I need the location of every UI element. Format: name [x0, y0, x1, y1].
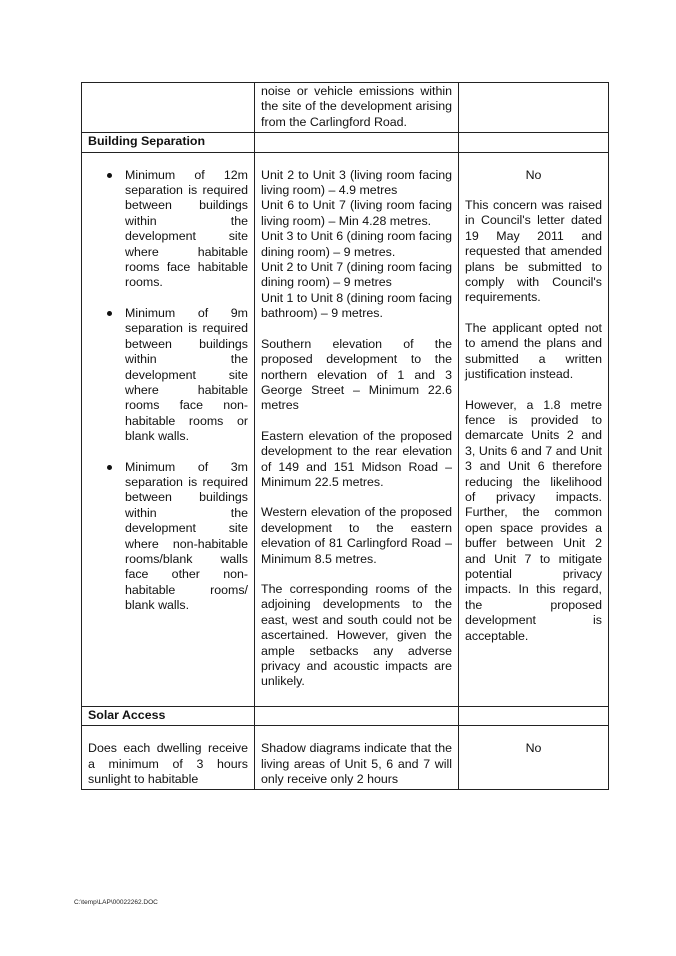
table-cell	[459, 133, 609, 152]
proposal-text: Shadow diagrams indicate that the living areas of Unit 5, 6 and 7 will only receive only 2 hours	[261, 741, 452, 787]
requirement-cell	[82, 152, 255, 706]
table-cell	[255, 83, 459, 133]
proposal-text: Western elevation of the proposed development to the eastern elevation of 81 Carlingford Road – Minimum 8.5 metres.	[261, 505, 452, 566]
compliance-status: No	[525, 741, 542, 756]
table-cell	[255, 706, 459, 725]
compliance-cell	[459, 152, 609, 706]
table-row	[82, 152, 609, 706]
table-cell	[82, 83, 255, 133]
proposal-text: Southern elevation of the proposed development to the northern elevation of 1 and 3 George Street – Minimum 22.6 metres	[261, 336, 452, 413]
comment-text: This concern was raised in Council's letter dated 19 May 2011 and requested that amended plans be submitted to comply with Council's requirements.	[465, 198, 602, 305]
list-item: Minimum of 12m separation is required between buildings within the development site where habitable rooms face habitable rooms.	[125, 167, 248, 290]
proposal-text: The corresponding rooms of the adjoining developments to the east, west and south could not be ascertained. However, given the ample setbacks any adverse privacy and acoustic impacts are unlikely.	[261, 581, 452, 689]
compliance-cell	[459, 726, 609, 790]
table-cell	[459, 706, 609, 725]
file-path-footer: C:\temp\LAP\00022262.DOC	[74, 899, 158, 906]
table-cell	[459, 83, 609, 133]
section-heading-building-separation: Building Separation	[82, 133, 255, 152]
proposal-text: Unit 3 to Unit 6 (dining room facing dining room) – 9 metres.	[261, 229, 452, 259]
planning-compliance-table	[81, 82, 609, 790]
proposal-text: Unit 6 to Unit 7 (living room facing living room) – Min 4.28 metres.	[261, 198, 452, 228]
section-heading-row	[82, 133, 609, 152]
list-item: Minimum of 3m separation is required between buildings within the development site where non-habitable rooms/blank walls face other non-habitable rooms/ blank walls.	[125, 459, 248, 613]
requirement-cell	[82, 726, 255, 790]
proposal-text: Eastern elevation of the proposed development to the rear elevation of 149 and 151 Midson Road – Minimum 22.5 metres.	[261, 428, 452, 489]
list-item: Minimum of 9m separation is required between buildings within the development site where habitable rooms face non-habitable rooms or blank walls.	[125, 305, 248, 444]
table-row	[82, 83, 609, 133]
comment-text: The applicant opted not to amend the plans and submitted a written justification instead.	[465, 320, 602, 382]
proposal-text: Unit 1 to Unit 8 (dining room facing bathroom) – 9 metres.	[261, 290, 452, 321]
proposal-text: Unit 2 to Unit 7 (dining room facing dining room) – 9 metres	[261, 260, 452, 290]
proposal-cell	[255, 726, 459, 790]
comment-text: However, a 1.8 metre fence is provided to demarcate Units 2 and 3, Units 6 and 7 and Unit 3 and Unit 6 therefore reducing the likelihood of privacy impacts. Further, the common open space provides a buffer between Unit 2 and Unit 7 to mitigate potential privacy impacts. In this regard, the proposed development is acceptable.	[465, 397, 602, 643]
compliance-status: No	[525, 167, 542, 182]
section-heading-row	[82, 706, 609, 725]
proposal-text: Unit 2 to Unit 3 (living room facing living room) – 4.9 metres	[261, 167, 452, 198]
table-row	[82, 726, 609, 790]
proposal-text: noise or vehicle emissions within the site of the development arising from the Carlingford Road.	[261, 84, 452, 129]
requirement-list	[88, 168, 248, 614]
section-heading-solar-access: Solar Access	[82, 706, 255, 725]
requirement-text: Does each dwelling receive a minimum of 3 hours sunlight to habitable	[88, 741, 248, 787]
proposal-cell	[255, 152, 459, 706]
table-cell	[255, 133, 459, 152]
